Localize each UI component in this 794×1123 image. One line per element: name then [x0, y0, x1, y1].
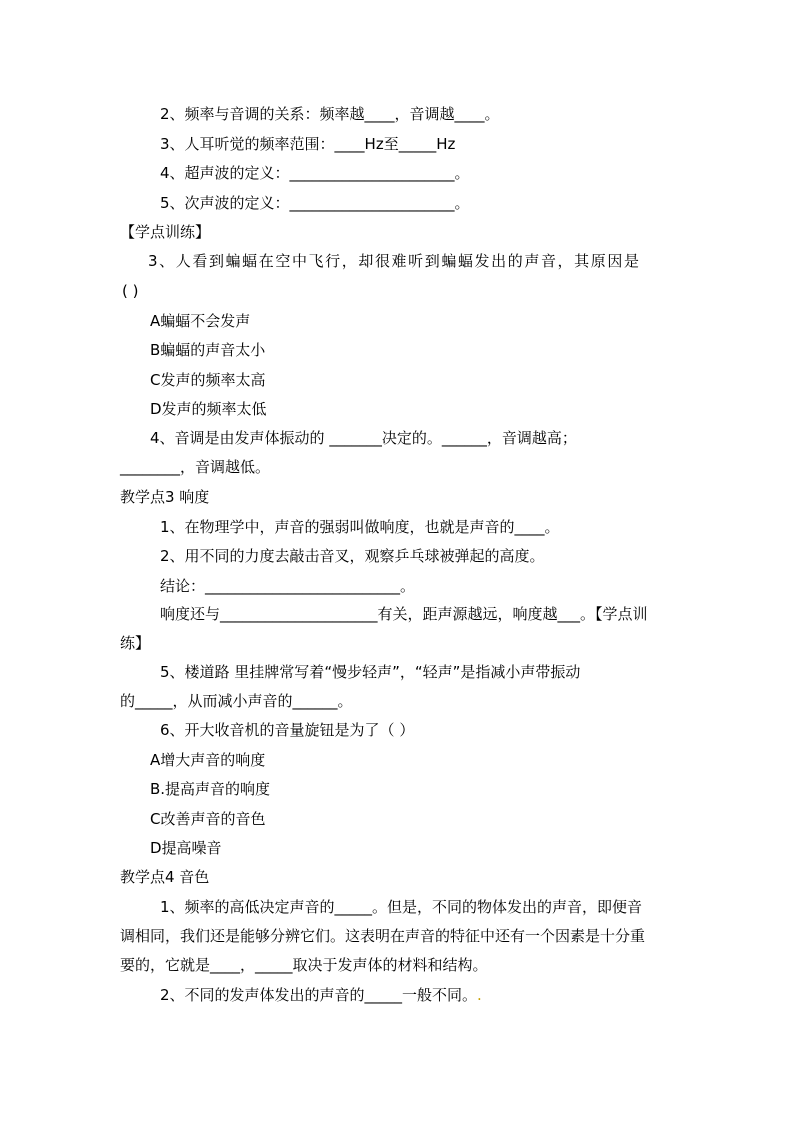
- trailing-mark: .: [477, 986, 482, 1004]
- pitch-frequency-relation: 2、频率与音调的关系：频率越____，音调越____。: [160, 105, 500, 123]
- bat-question-line2: ( ): [122, 282, 139, 300]
- loudness-distance-line1: 响度还与_____________________有关，距声源越远，响度越___。【学点训: [160, 605, 648, 623]
- training-heading-1: 【学点训练】: [120, 223, 211, 241]
- radio-option-a: A增大声音的响度: [150, 751, 266, 769]
- quiet-sign-question-line2: 的_____，从而减小声音的______。: [120, 692, 353, 710]
- loudness-conclusion: 结论：__________________________。: [160, 577, 416, 595]
- timbre-question-2-text: 2、不同的发声体发出的声音的_____一般不同。: [160, 986, 478, 1004]
- bat-option-b: B蝙蝠的声音太小: [150, 341, 266, 359]
- bat-option-d: D发声的频率太低: [150, 400, 267, 418]
- timbre-question-line2: 调相同，我们还是能够分辨它们。这表明在声音的特征中还有一个因素是十分重: [120, 927, 646, 945]
- ultrasound-definition: 4、超声波的定义：______________________。: [160, 164, 470, 182]
- radio-option-b: B.提高声音的响度: [150, 780, 271, 798]
- tuning-fork-experiment: 2、用不同的力度去敲击音叉，观察乒乓球被弹起的高度。: [160, 547, 545, 565]
- radio-volume-question: 6、开大收音机的音量旋钮是为了（ ）: [160, 721, 415, 739]
- timbre-heading: 教学点4 音色: [120, 868, 210, 886]
- infrasound-definition: 5、次声波的定义：______________________。: [160, 194, 470, 212]
- radio-option-c: C改善声音的音色: [150, 810, 266, 828]
- radio-option-d: D提高噪音: [150, 839, 222, 857]
- loudness-definition: 1、在物理学中，声音的强弱叫做响度，也就是声音的____。: [160, 518, 560, 536]
- bat-option-a: A蝙蝠不会发声: [150, 312, 251, 330]
- loudness-heading: 教学点3 响度: [120, 488, 210, 506]
- pitch-question-line2: ________，音调越低。: [120, 458, 271, 476]
- bat-question-line1: 3、人看到蝙蝠在空中飞行，却很难听到蝙蝠发出的声音，其原因是: [148, 252, 641, 270]
- loudness-distance-line2: 练】: [120, 634, 151, 652]
- timbre-question-line1: 1、频率的高低决定声音的_____。但是，不同的物体发出的声音，即便音: [160, 898, 643, 916]
- quiet-sign-question-line1: 5、楼道路 里挂牌常写着“慢步轻声”，“轻声”是指减小声带振动: [160, 663, 581, 681]
- bat-option-c: C发声的频率太高: [150, 371, 266, 389]
- timbre-question-2: [160, 985, 482, 1005]
- timbre-question-line3: 要的，它就是____，_____取决于发声体的材料和结构。: [120, 956, 488, 974]
- pitch-question-line1: 4、音调是由发声体振动的 _______决定的。______，音调越高；: [150, 429, 577, 447]
- hearing-range: 3、人耳听觉的频率范围：____Hz至_____Hz: [160, 135, 456, 153]
